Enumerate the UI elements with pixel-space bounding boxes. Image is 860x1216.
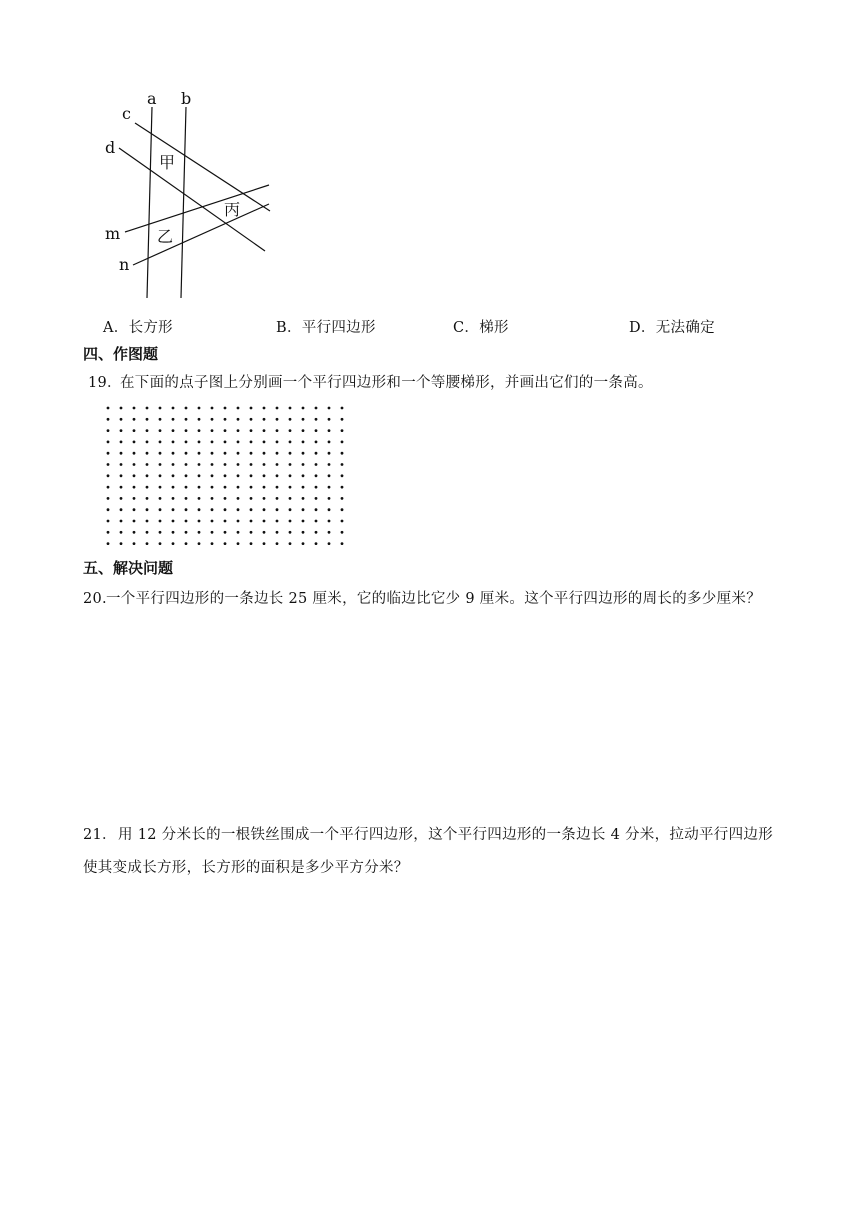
grid-dot (224, 520, 227, 523)
grid-dot (302, 418, 305, 421)
grid-dot (120, 429, 123, 432)
option-a (103, 316, 173, 337)
grid-dot (185, 520, 188, 523)
grid-dot (146, 429, 149, 432)
grid-dot (185, 486, 188, 489)
grid-dot (146, 520, 149, 523)
grid-dot (276, 486, 279, 489)
question-text: 用 12 分米长的一根铁丝围成一个平行四边形，这个平行四边形的一条边长 4 分米，拉动平行四边形 (118, 827, 774, 843)
grid-dot (302, 497, 305, 500)
grid-dot (276, 520, 279, 523)
grid-dot (250, 497, 253, 500)
grid-dot (276, 531, 279, 534)
grid-dot (341, 463, 344, 466)
grid-dot (263, 508, 266, 511)
grid-dot (159, 452, 162, 455)
line-d (119, 148, 265, 251)
grid-dot (159, 429, 162, 432)
grid-dot (198, 429, 201, 432)
grid-dot (250, 407, 253, 410)
grid-dot (341, 497, 344, 500)
question-text: 一个平行四边形的一条边长 25 厘米，它的临边比它少 9 厘米。这个平行四边形的周长的多少厘米？ (106, 591, 762, 607)
grid-dot (237, 474, 240, 477)
line-label-m: m (105, 224, 121, 243)
grid-dot (133, 463, 136, 466)
grid-dot (211, 463, 214, 466)
grid-dot (107, 429, 110, 432)
grid-dot (185, 452, 188, 455)
grid-dot (159, 520, 162, 523)
grid-dot (315, 463, 318, 466)
grid-dot (224, 474, 227, 477)
grid-dot (237, 486, 240, 489)
grid-dot (120, 542, 123, 545)
grid-dot (263, 520, 266, 523)
grid-dot (276, 441, 279, 444)
grid-dot (276, 463, 279, 466)
grid-dot (211, 531, 214, 534)
grid-dot (185, 429, 188, 432)
option-letter: D． (629, 320, 656, 336)
grid-dot (263, 497, 266, 500)
grid-dot (107, 486, 110, 489)
line-label-d: d (105, 138, 116, 157)
grid-dot (133, 418, 136, 421)
grid-dot (289, 474, 292, 477)
grid-dot (198, 542, 201, 545)
question-21-line2: 使其变成长方形，长方形的面积是多少平方分米？ (83, 860, 409, 876)
grid-dot (159, 542, 162, 545)
grid-dot (328, 429, 331, 432)
grid-dot (146, 486, 149, 489)
grid-dot (237, 407, 240, 410)
grid-dot (211, 542, 214, 545)
section-title-problems: 五、解决问题 (83, 559, 174, 577)
grid-dot (276, 497, 279, 500)
grid-dot (315, 508, 318, 511)
grid-dot (328, 452, 331, 455)
grid-dot (172, 452, 175, 455)
grid-dot (289, 452, 292, 455)
grid-dot (250, 452, 253, 455)
grid-dot (341, 508, 344, 511)
grid-dot (328, 486, 331, 489)
grid-dot (107, 452, 110, 455)
line-label-n: n (119, 255, 130, 274)
grid-dot (341, 429, 344, 432)
grid-dot (276, 508, 279, 511)
grid-dot (302, 531, 305, 534)
grid-dot (133, 531, 136, 534)
grid-dot (224, 452, 227, 455)
grid-dot (211, 452, 214, 455)
grid-dot (250, 531, 253, 534)
grid-dot (341, 418, 344, 421)
grid-dot (224, 407, 227, 410)
option-text: 梯形 (479, 320, 509, 336)
grid-dot (120, 418, 123, 421)
grid-dot (276, 452, 279, 455)
question-21-line1 (83, 823, 773, 844)
grid-dot (198, 407, 201, 410)
grid-dot (107, 463, 110, 466)
grid-dot (211, 486, 214, 489)
grid-dot (146, 418, 149, 421)
grid-dot (107, 542, 110, 545)
grid-dot (263, 463, 266, 466)
grid-dot (120, 452, 123, 455)
line-n (133, 204, 269, 265)
grid-dot (289, 429, 292, 432)
grid-dot (302, 463, 305, 466)
grid-dot (172, 441, 175, 444)
grid-dot (211, 508, 214, 511)
option-text: 长方形 (128, 320, 173, 336)
grid-dot (289, 441, 292, 444)
option-d (629, 316, 715, 337)
grid-dot (159, 486, 162, 489)
grid-dot (198, 531, 201, 534)
dot-grid[interactable] (100, 400, 350, 550)
grid-dot (250, 542, 253, 545)
grid-dot (315, 429, 318, 432)
grid-dot (302, 429, 305, 432)
region-label-yi: 乙 (157, 227, 174, 246)
grid-dot (211, 418, 214, 421)
grid-dot (250, 486, 253, 489)
grid-dot (159, 474, 162, 477)
grid-dot (146, 474, 149, 477)
grid-dot (224, 531, 227, 534)
grid-dot (315, 441, 318, 444)
grid-dot (107, 497, 110, 500)
grid-dot (341, 452, 344, 455)
grid-dot (211, 429, 214, 432)
grid-dot (133, 520, 136, 523)
line-label-b: b (181, 89, 192, 108)
question-19 (88, 371, 653, 392)
grid-dot (133, 452, 136, 455)
grid-dot (328, 407, 331, 410)
grid-dot (198, 452, 201, 455)
grid-dot (198, 497, 201, 500)
grid-dot (185, 474, 188, 477)
grid-dot (146, 441, 149, 444)
grid-dot (185, 497, 188, 500)
grid-dot (250, 463, 253, 466)
grid-dot (172, 542, 175, 545)
grid-dot (107, 531, 110, 534)
grid-dot (172, 463, 175, 466)
grid-dot (146, 531, 149, 534)
option-text: 平行四边形 (301, 320, 376, 336)
grid-dot (341, 531, 344, 534)
grid-dot (263, 474, 266, 477)
region-label-jia: 甲 (159, 153, 176, 172)
grid-dot (263, 429, 266, 432)
grid-dot (211, 474, 214, 477)
grid-dot (107, 441, 110, 444)
grid-dot (120, 531, 123, 534)
question-text: 在下面的点子图上分别画一个平行四边形和一个等腰梯形，并画出它们的一条高。 (120, 375, 653, 391)
grid-dot (172, 486, 175, 489)
grid-dot (302, 508, 305, 511)
line-a (147, 107, 152, 298)
grid-dot (289, 497, 292, 500)
grid-dot (263, 418, 266, 421)
grid-dot (198, 486, 201, 489)
grid-dot (172, 520, 175, 523)
grid-dot (341, 407, 344, 410)
grid-dot (120, 520, 123, 523)
grid-dot (107, 407, 110, 410)
question-number: 19． (88, 375, 122, 391)
grid-dot (224, 542, 227, 545)
grid-dot (315, 407, 318, 410)
grid-dot (133, 429, 136, 432)
question-number: 20. (83, 591, 107, 607)
grid-dot (159, 407, 162, 410)
grid-dot (250, 418, 253, 421)
line-c (135, 123, 270, 211)
grid-dot (328, 497, 331, 500)
grid-dot (289, 508, 292, 511)
grid-dot (250, 520, 253, 523)
grid-dot (159, 497, 162, 500)
grid-dot (315, 474, 318, 477)
grid-dot (133, 542, 136, 545)
grid-dot (198, 474, 201, 477)
grid-dot (198, 463, 201, 466)
grid-dot (328, 531, 331, 534)
grid-dot (211, 407, 214, 410)
grid-dot (315, 486, 318, 489)
grid-dot (211, 497, 214, 500)
grid-dot (133, 486, 136, 489)
grid-dot (198, 418, 201, 421)
grid-dot (133, 508, 136, 511)
grid-dot (237, 508, 240, 511)
line-b (181, 107, 186, 298)
grid-dot (146, 452, 149, 455)
grid-dot (328, 463, 331, 466)
grid-dot (237, 452, 240, 455)
grid-dot (302, 520, 305, 523)
option-letter: C． (453, 320, 480, 336)
grid-dot (263, 407, 266, 410)
grid-dot (198, 520, 201, 523)
grid-dot (224, 497, 227, 500)
grid-dot (146, 463, 149, 466)
grid-dot (185, 418, 188, 421)
grid-dot (237, 542, 240, 545)
grid-dot (315, 542, 318, 545)
grid-dot (224, 508, 227, 511)
question-number: 21． (83, 827, 117, 843)
grid-dot (276, 407, 279, 410)
grid-dot (237, 531, 240, 534)
grid-dot (107, 474, 110, 477)
grid-dot (328, 441, 331, 444)
grid-dot (328, 542, 331, 545)
grid-dot (276, 429, 279, 432)
grid-dot (120, 497, 123, 500)
grid-dot (302, 486, 305, 489)
grid-dot (133, 474, 136, 477)
grid-dot (198, 441, 201, 444)
grid-dot (120, 407, 123, 410)
grid-dot (146, 407, 149, 410)
grid-dot (237, 418, 240, 421)
grid-dot (224, 429, 227, 432)
grid-dot (250, 441, 253, 444)
grid-dot (315, 497, 318, 500)
grid-dot (159, 418, 162, 421)
grid-dot (263, 531, 266, 534)
grid-dot (328, 418, 331, 421)
grid-dot (159, 441, 162, 444)
grid-dot (341, 486, 344, 489)
grid-dot (146, 508, 149, 511)
grid-dot (263, 452, 266, 455)
grid-dot (328, 474, 331, 477)
grid-dot (276, 474, 279, 477)
grid-dot (289, 531, 292, 534)
grid-dot (133, 407, 136, 410)
grid-dot (159, 508, 162, 511)
grid-dot (250, 429, 253, 432)
grid-dot (146, 497, 149, 500)
grid-dot (237, 520, 240, 523)
grid-dot (159, 531, 162, 534)
grid-dot (315, 520, 318, 523)
option-letter: A． (103, 320, 129, 336)
grid-dot (302, 542, 305, 545)
grid-dot (237, 441, 240, 444)
grid-dot (185, 508, 188, 511)
grid-dot (315, 452, 318, 455)
grid-dot (172, 474, 175, 477)
grid-dot (185, 463, 188, 466)
grid-dot (328, 520, 331, 523)
grid-dot (120, 474, 123, 477)
grid-dot (315, 531, 318, 534)
grid-dot (302, 474, 305, 477)
grid-dot (159, 463, 162, 466)
grid-dot (172, 497, 175, 500)
grid-dot (172, 429, 175, 432)
grid-dot (120, 441, 123, 444)
grid-dot (185, 542, 188, 545)
grid-dot (341, 474, 344, 477)
grid-dot (172, 508, 175, 511)
grid-dot (172, 407, 175, 410)
grid-dot (276, 418, 279, 421)
section-title-drawing: 四、作图题 (83, 345, 159, 363)
grid-dot (263, 542, 266, 545)
grid-dot (107, 508, 110, 511)
grid-dot (211, 441, 214, 444)
grid-dot (224, 418, 227, 421)
grid-dot (341, 520, 344, 523)
line-label-a: a (147, 89, 157, 108)
grid-dot (250, 474, 253, 477)
grid-dot (211, 520, 214, 523)
grid-dot (341, 542, 344, 545)
grid-dot (289, 418, 292, 421)
grid-dot (185, 407, 188, 410)
grid-dot (237, 463, 240, 466)
grid-dot (120, 486, 123, 489)
grid-dot (172, 531, 175, 534)
option-text: 无法确定 (655, 320, 715, 336)
grid-dot (289, 520, 292, 523)
grid-dot (341, 441, 344, 444)
grid-dot (224, 463, 227, 466)
grid-dot (224, 441, 227, 444)
grid-dot (146, 542, 149, 545)
grid-dot (224, 486, 227, 489)
line-label-c: c (122, 104, 131, 123)
grid-dot (263, 486, 266, 489)
grid-dot (302, 407, 305, 410)
option-b (276, 316, 376, 337)
grid-dot (289, 463, 292, 466)
grid-dot (250, 508, 253, 511)
grid-dot (107, 520, 110, 523)
option-c (453, 316, 509, 337)
line-m (125, 185, 269, 232)
grid-dot (120, 463, 123, 466)
grid-dot (133, 497, 136, 500)
grid-dot (263, 441, 266, 444)
option-letter: B． (276, 320, 302, 336)
grid-dot (133, 441, 136, 444)
grid-dot (237, 497, 240, 500)
grid-dot (302, 441, 305, 444)
grid-dot (315, 418, 318, 421)
grid-dot (185, 441, 188, 444)
grid-dot (198, 508, 201, 511)
grid-dot (237, 429, 240, 432)
grid-dot (276, 542, 279, 545)
grid-dot (289, 486, 292, 489)
grid-dot (172, 418, 175, 421)
grid-dot (107, 418, 110, 421)
grid-dot (185, 531, 188, 534)
grid-dot (328, 508, 331, 511)
question-20 (83, 587, 761, 608)
grid-dot (120, 508, 123, 511)
line-intersection-figure (95, 85, 285, 305)
grid-dot (302, 452, 305, 455)
region-label-bing: 丙 (224, 200, 241, 219)
grid-dot (289, 407, 292, 410)
grid-dot (289, 542, 292, 545)
